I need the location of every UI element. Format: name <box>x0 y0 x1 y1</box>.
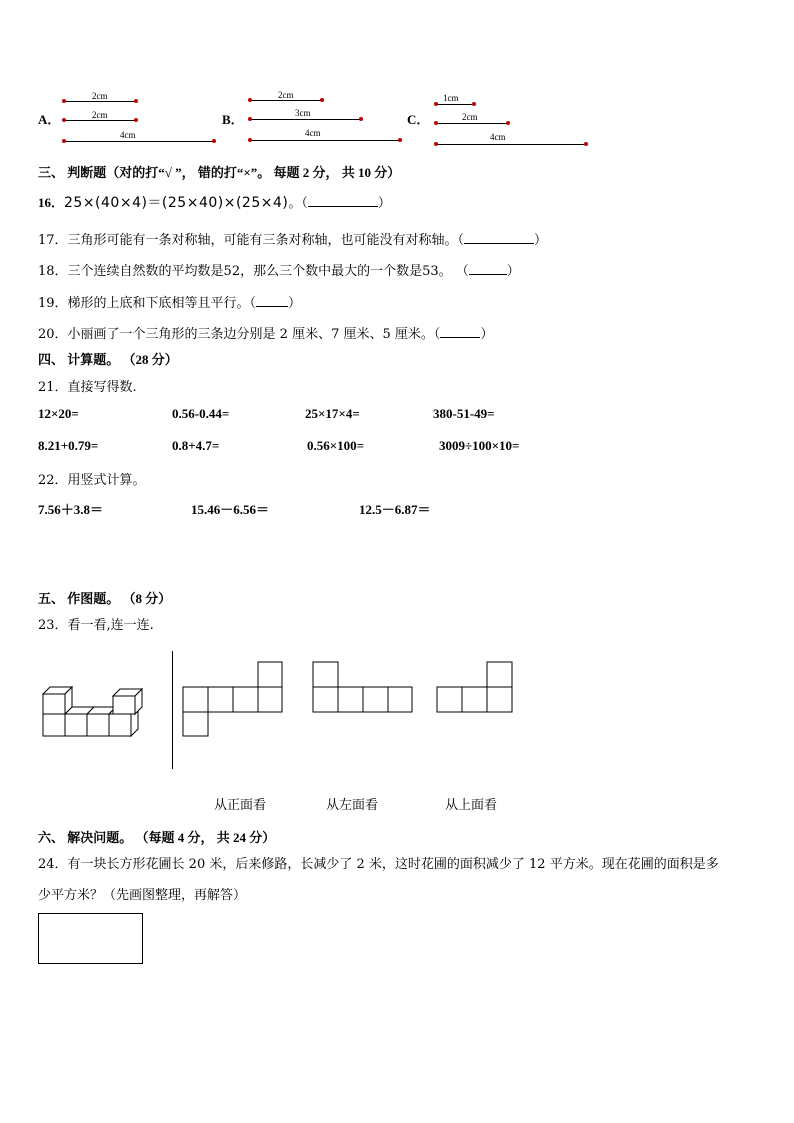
answer-blank[interactable] <box>256 306 288 307</box>
section-5-title: 五、 作图题。 （8 分） <box>38 591 172 606</box>
view-figure-2 <box>312 661 414 714</box>
segment-endpoint <box>434 121 438 125</box>
section-6-title: 六、 解决问题。 （每题 4 分， 共 24 分） <box>38 830 276 845</box>
calc-item: 0.56×100= <box>307 438 365 453</box>
cube-solid-figure <box>38 686 158 742</box>
segment-line <box>64 120 136 121</box>
question-17 <box>38 229 547 248</box>
segment-line <box>64 141 214 142</box>
vertical-calc-item: 7.56＋3.8＝ <box>38 502 104 517</box>
answer-blank[interactable] <box>464 243 534 244</box>
segment-label: 2cm <box>92 110 108 120</box>
segment-endpoint <box>62 99 66 103</box>
segment-label: 2cm <box>278 90 294 100</box>
question-19-text: 19．梯形的上底和下底相等且平行。（ <box>38 296 257 311</box>
question-24-line-2: 少平方米？（先画图整理，再解答） <box>38 888 247 903</box>
question-19-close: ） <box>288 296 302 311</box>
segment-endpoint <box>398 138 402 142</box>
segment-endpoint <box>212 139 216 143</box>
question-17-close: ） <box>534 233 548 248</box>
calc-item: 3009÷100×10= <box>439 438 520 453</box>
segment-endpoint <box>434 102 438 106</box>
view-label-top: 从上面看 <box>445 798 498 813</box>
vertical-calc-item: 12.5－6.87＝ <box>359 502 431 517</box>
question-23-title: 23．看一看,连一连. <box>38 618 154 633</box>
segment-endpoint <box>506 121 510 125</box>
segment-line <box>250 119 361 120</box>
segment-endpoint <box>320 98 324 102</box>
answer-blank[interactable] <box>469 274 507 275</box>
question-17-text: 17．三角形可能有一条对称轴，可能有三条对称轴，也可能没有对称轴。（ <box>38 233 465 248</box>
question-22-title: 22．用竖式计算。 <box>38 473 146 488</box>
view-figure-1 <box>182 661 284 739</box>
question-20-close: ） <box>480 327 494 342</box>
segment-label: 4cm <box>305 128 321 138</box>
question-16-tail: 。（ <box>288 196 308 211</box>
segment-endpoint <box>584 142 588 146</box>
segment-line <box>436 144 586 145</box>
view-label-front: 从正面看 <box>214 798 267 813</box>
option-c-letter: C． <box>407 112 430 127</box>
divider-line <box>172 651 173 769</box>
question-18-text: 18．三个连续自然数的平均数是52，那么三个数中最大的一个数是53。 （ <box>38 264 469 279</box>
question-20-text: 20．小丽画了一个三角形的三条边分别是 2 厘米、7 厘米、5 厘米。（ <box>38 327 441 342</box>
segment-line <box>64 101 136 102</box>
segment-line <box>436 123 508 124</box>
section-3-title: 三、 判断题（对的打“√ ”， 错的打“×”。 每题 2 分， 共 10 分） <box>38 165 401 180</box>
answer-blank[interactable] <box>308 206 378 207</box>
question-24-line-1: 24．有一块长方形花圃长 20 米，后来修路，长减少了 2 米，这时花圃的面积减少了 12 平方米。现在花圃的面积是多 <box>38 857 719 872</box>
question-20 <box>38 323 493 342</box>
calc-item: 8.21+0.79= <box>38 438 99 453</box>
option-b-letter: B． <box>222 112 244 127</box>
question-16 <box>38 192 391 212</box>
segment-label: 3cm <box>295 108 311 118</box>
segment-line <box>250 140 400 141</box>
calc-item: 25×17×4= <box>305 406 360 421</box>
view-label-left: 从左面看 <box>326 798 379 813</box>
segment-endpoint <box>359 117 363 121</box>
question-16-close: ） <box>377 196 391 211</box>
segment-label: 2cm <box>462 112 478 122</box>
calc-item: 0.8+4.7= <box>172 438 220 453</box>
calc-item: 12×20= <box>38 406 79 421</box>
segment-endpoint <box>248 117 252 121</box>
calc-item: 0.56-0.44= <box>172 406 230 421</box>
drawing-answer-box[interactable] <box>38 913 143 964</box>
segment-endpoint <box>472 102 476 106</box>
question-18 <box>38 260 520 279</box>
cube-face <box>65 714 87 736</box>
view-figure-3 <box>436 661 514 714</box>
calc-item: 380-51-49= <box>433 406 495 421</box>
answer-blank[interactable] <box>440 337 480 338</box>
segment-label: 4cm <box>120 130 136 140</box>
segment-endpoint <box>134 99 138 103</box>
question-16-number: 16． <box>38 195 65 210</box>
option-a-letter: A． <box>38 112 61 127</box>
segment-line <box>250 100 322 101</box>
segment-endpoint <box>62 118 66 122</box>
question-19 <box>38 292 301 311</box>
segment-endpoint <box>248 98 252 102</box>
segment-label: 4cm <box>490 132 506 142</box>
question-16-expression: 25×(40×4)＝(25×40)×(25×4) <box>64 195 289 211</box>
question-21-title: 21．直接写得数. <box>38 380 137 395</box>
segment-endpoint <box>134 118 138 122</box>
vertical-calc-item: 15.46－6.56＝ <box>191 502 270 517</box>
question-18-close: ） <box>506 264 520 279</box>
segment-endpoint <box>434 142 438 146</box>
segment-label: 1cm <box>443 93 459 103</box>
section-4-title: 四、 计算题。 （28 分） <box>38 352 178 367</box>
segment-line <box>436 104 474 105</box>
segment-label: 2cm <box>92 91 108 101</box>
segment-endpoint <box>248 138 252 142</box>
segment-endpoint <box>62 139 66 143</box>
